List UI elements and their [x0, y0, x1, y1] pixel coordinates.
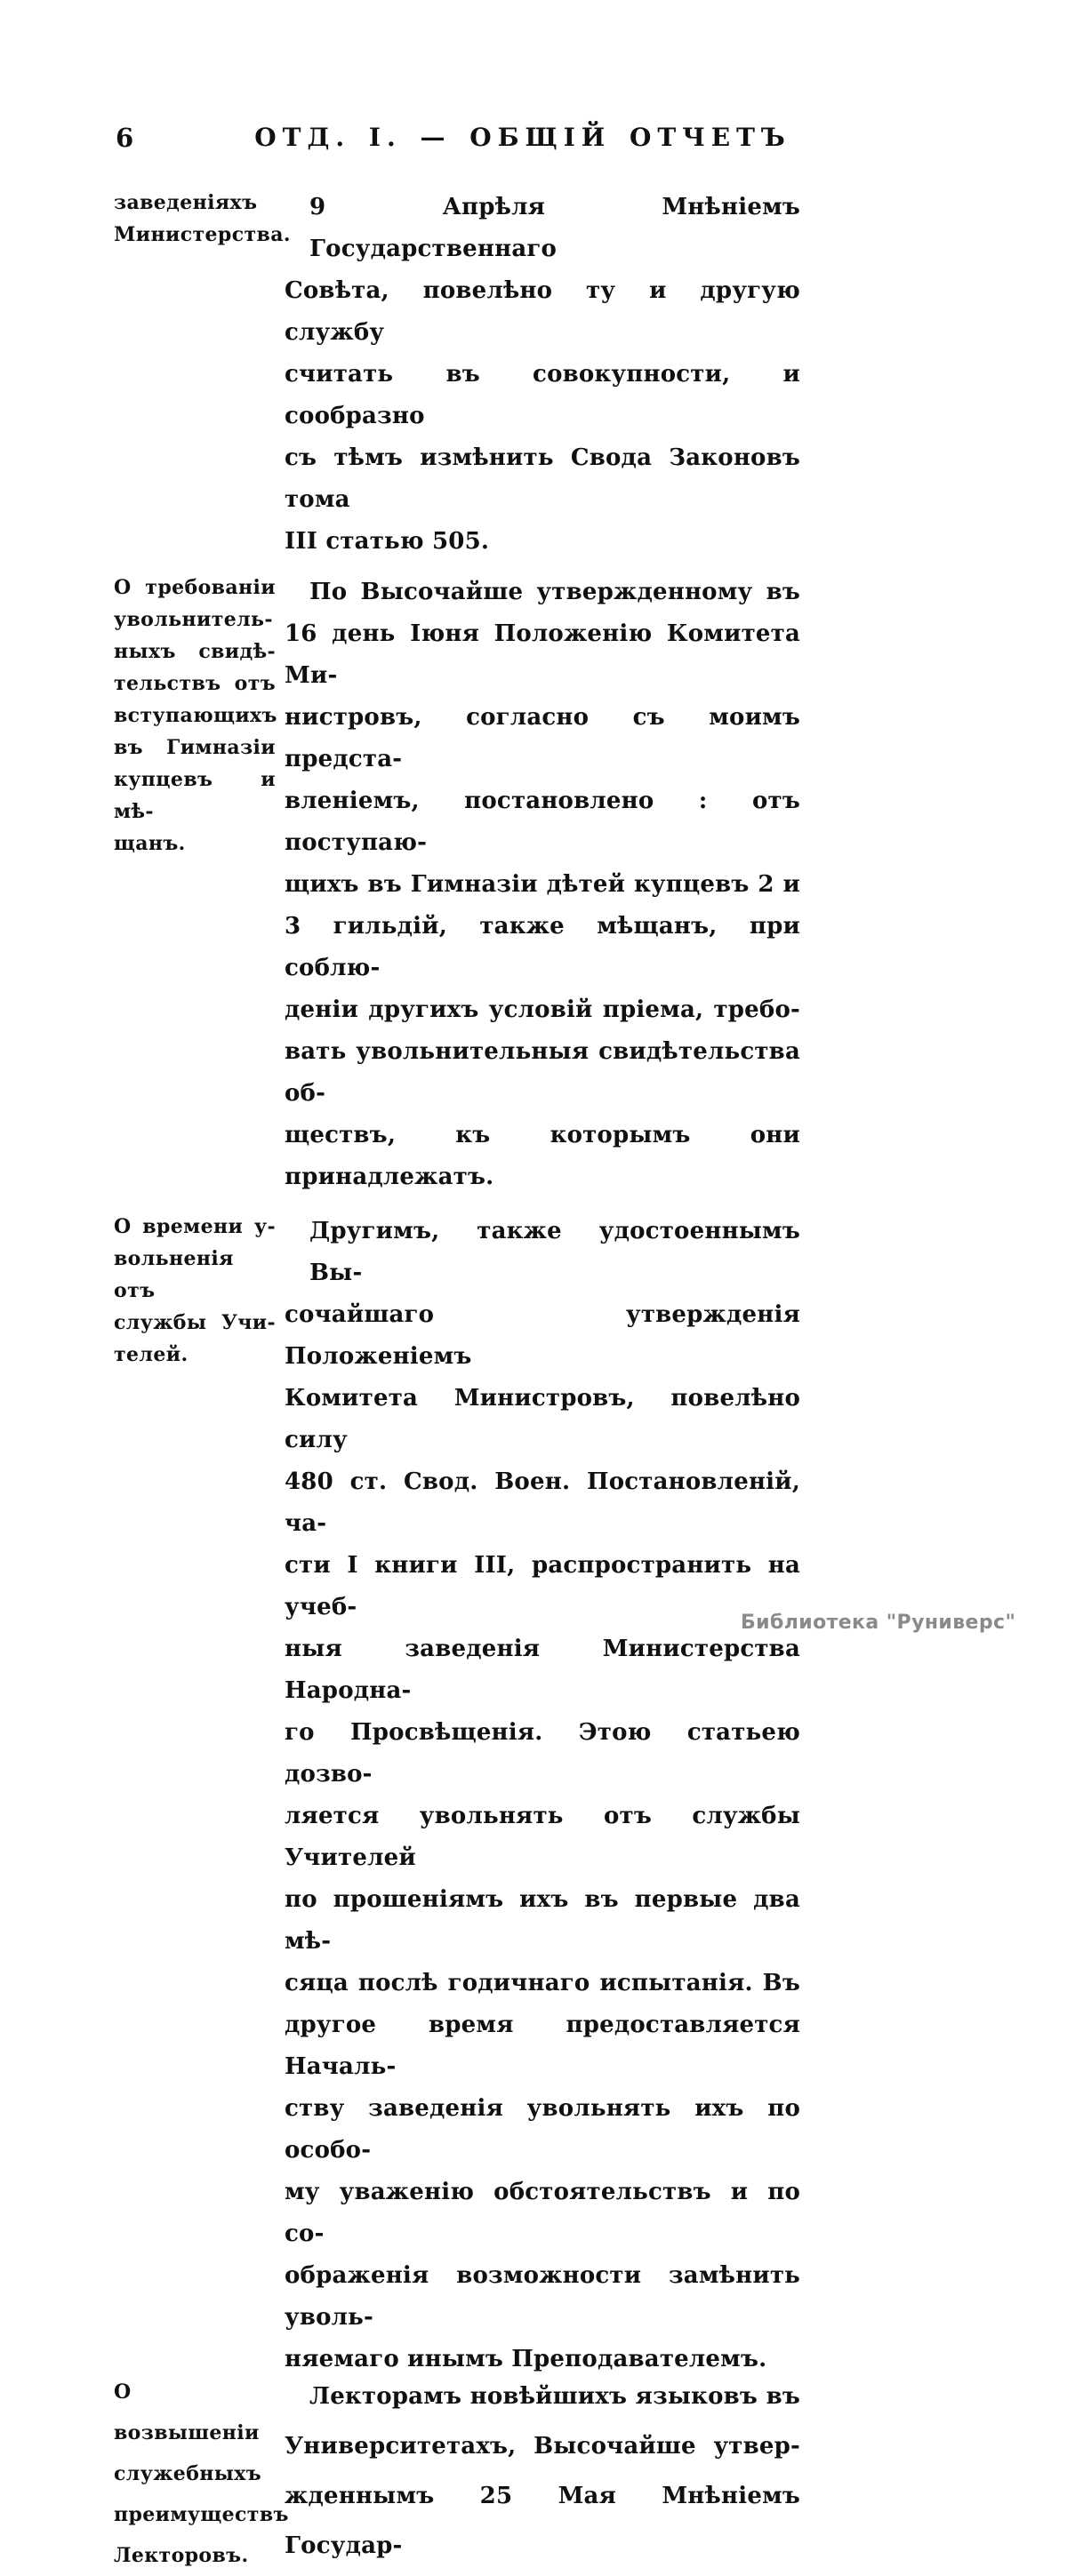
- margin-note-line: Министерства.: [114, 223, 291, 246]
- running-header: [0, 123, 1067, 155]
- paragraph-line: сяца послѣ годичнаго испытанія. Въ: [285, 1970, 800, 1996]
- page-number: 6: [116, 123, 134, 153]
- text-section: [114, 1211, 800, 2380]
- margin-note-line: О возвышеніи: [114, 2380, 260, 2444]
- paragraph-line: другое время предоставляется Началь-: [285, 2012, 800, 2080]
- margin-note-line: щанъ.: [114, 832, 186, 855]
- margin-note-line: въ Гимназіи: [114, 736, 276, 759]
- paragraph-line: няемаго инымъ Преподавателемъ.: [285, 2346, 767, 2372]
- paragraph-line: жденнымъ 25 Мая Мнѣніемъ Государ-: [285, 2483, 800, 2559]
- paragraph-line: щихъ въ Гимназіи дѣтей купцевъ 2 и: [285, 871, 800, 898]
- paragraph: [285, 1211, 800, 2380]
- margin-note-line: ныхъ свидѣ-: [114, 640, 276, 663]
- paragraph-line: 16 день Іюня Положенію Комитета Ми-: [285, 620, 800, 689]
- paragraph-line: По Высочайше утвержденному въ: [309, 579, 800, 605]
- paragraph-line: считать въ совокупности, и сообразно: [285, 361, 800, 429]
- margin-note: [114, 1211, 276, 1371]
- paragraph-line: Лекторамъ новѣйшихъ языковъ въ: [309, 2383, 800, 2410]
- margin-note: [114, 572, 276, 860]
- margin-note-line: вступающихъ: [114, 704, 277, 727]
- text-section: [114, 572, 800, 1198]
- paragraph-line: сти I книги III, распространить на учеб-: [285, 1552, 800, 1620]
- margin-note-line: О требованіи: [114, 576, 276, 599]
- paragraph: [285, 187, 800, 563]
- paragraph: [285, 572, 800, 1198]
- paragraph-line: 9 Апрѣля Мнѣніемъ Государственнаго: [309, 194, 800, 262]
- text-section: [114, 2372, 800, 2576]
- margin-note: [114, 187, 291, 251]
- paragraph-line: Комитета Министровъ, повелѣно силу: [285, 1385, 800, 1453]
- paragraph-line: му уваженію обстоятельствъ и по со-: [285, 2179, 800, 2247]
- paragraph: [285, 2372, 800, 2571]
- margin-note-line: преимуществъ: [114, 2503, 289, 2526]
- margin-note-line: О времени у-: [114, 1215, 276, 1238]
- paragraph-line: съ тѣмъ измѣнить Свода Законовъ тома: [285, 444, 800, 513]
- paragraph-line: сочайшаго утвержденія Положеніемъ: [285, 1301, 800, 1370]
- margin-note-line: тельствъ отъ: [114, 672, 276, 695]
- paragraph-line: Университетахъ, Высочайше утвер-: [285, 2433, 800, 2460]
- paragraph-line: Другимъ, также удостоеннымъ Вы-: [309, 1218, 800, 1286]
- paragraph-line: по прошеніямъ ихъ въ первые два мѣ-: [285, 1886, 800, 1955]
- paragraph-line: ляется увольнять отъ службы Учителей: [285, 1803, 800, 1871]
- paragraph-line: 480 ст. Свод. Воен. Постановленій, ча-: [285, 1468, 800, 1537]
- paragraph-line: деніи другихъ условій пріема, требо-: [285, 996, 800, 1023]
- paragraph-line: ображенія возможности замѣнить уволь-: [285, 2262, 800, 2331]
- paragraph-line: III статью 505.: [285, 528, 490, 555]
- margin-note: [114, 2372, 289, 2576]
- margin-note-line: служебныхъ: [114, 2462, 262, 2485]
- paragraph-line: 3 гильдій, также мѣщанъ, при соблю-: [285, 913, 800, 981]
- body-sections: [114, 187, 800, 2576]
- paragraph-line: ществъ, къ которымъ они принадлежатъ.: [285, 1122, 800, 1190]
- text-section: [114, 187, 800, 563]
- paragraph-line: Совѣта, повелѣно ту и другую службу: [285, 277, 800, 346]
- margin-note-line: увольнитель-: [114, 608, 273, 631]
- paragraph-line: ству заведенія увольнять ихъ по особо-: [285, 2095, 800, 2164]
- margin-note-line: вольненія отъ: [114, 1247, 234, 1302]
- margin-note-line: купцевъ и мѣ-: [114, 768, 276, 823]
- paragraph-line: го Просвѣщенія. Этою статьею дозво-: [285, 1719, 800, 1788]
- margin-note-line: службы Учи-: [114, 1311, 276, 1334]
- paragraph-line: нистровъ, согласно съ моимъ предста-: [285, 704, 800, 772]
- paragraph-line: вать увольнительныя свидѣтельства об-: [285, 1038, 800, 1107]
- page-body: [114, 187, 800, 2576]
- margin-note-line: заведеніяхъ: [114, 191, 258, 214]
- paragraph-line: вленіемъ, постановлено : отъ поступаю-: [285, 788, 800, 856]
- paragraph-line: ныя заведенія Министерства Народна-: [285, 1636, 800, 1704]
- library-watermark: Библиотека "Руниверс": [741, 1612, 1016, 1634]
- margin-note-line: Лекторовъ.: [114, 2544, 249, 2567]
- running-header-title: ОТД. I. — ОБЩІЙ ОТЧЕТЪ: [254, 123, 791, 152]
- margin-note-line: телей.: [114, 1343, 189, 1366]
